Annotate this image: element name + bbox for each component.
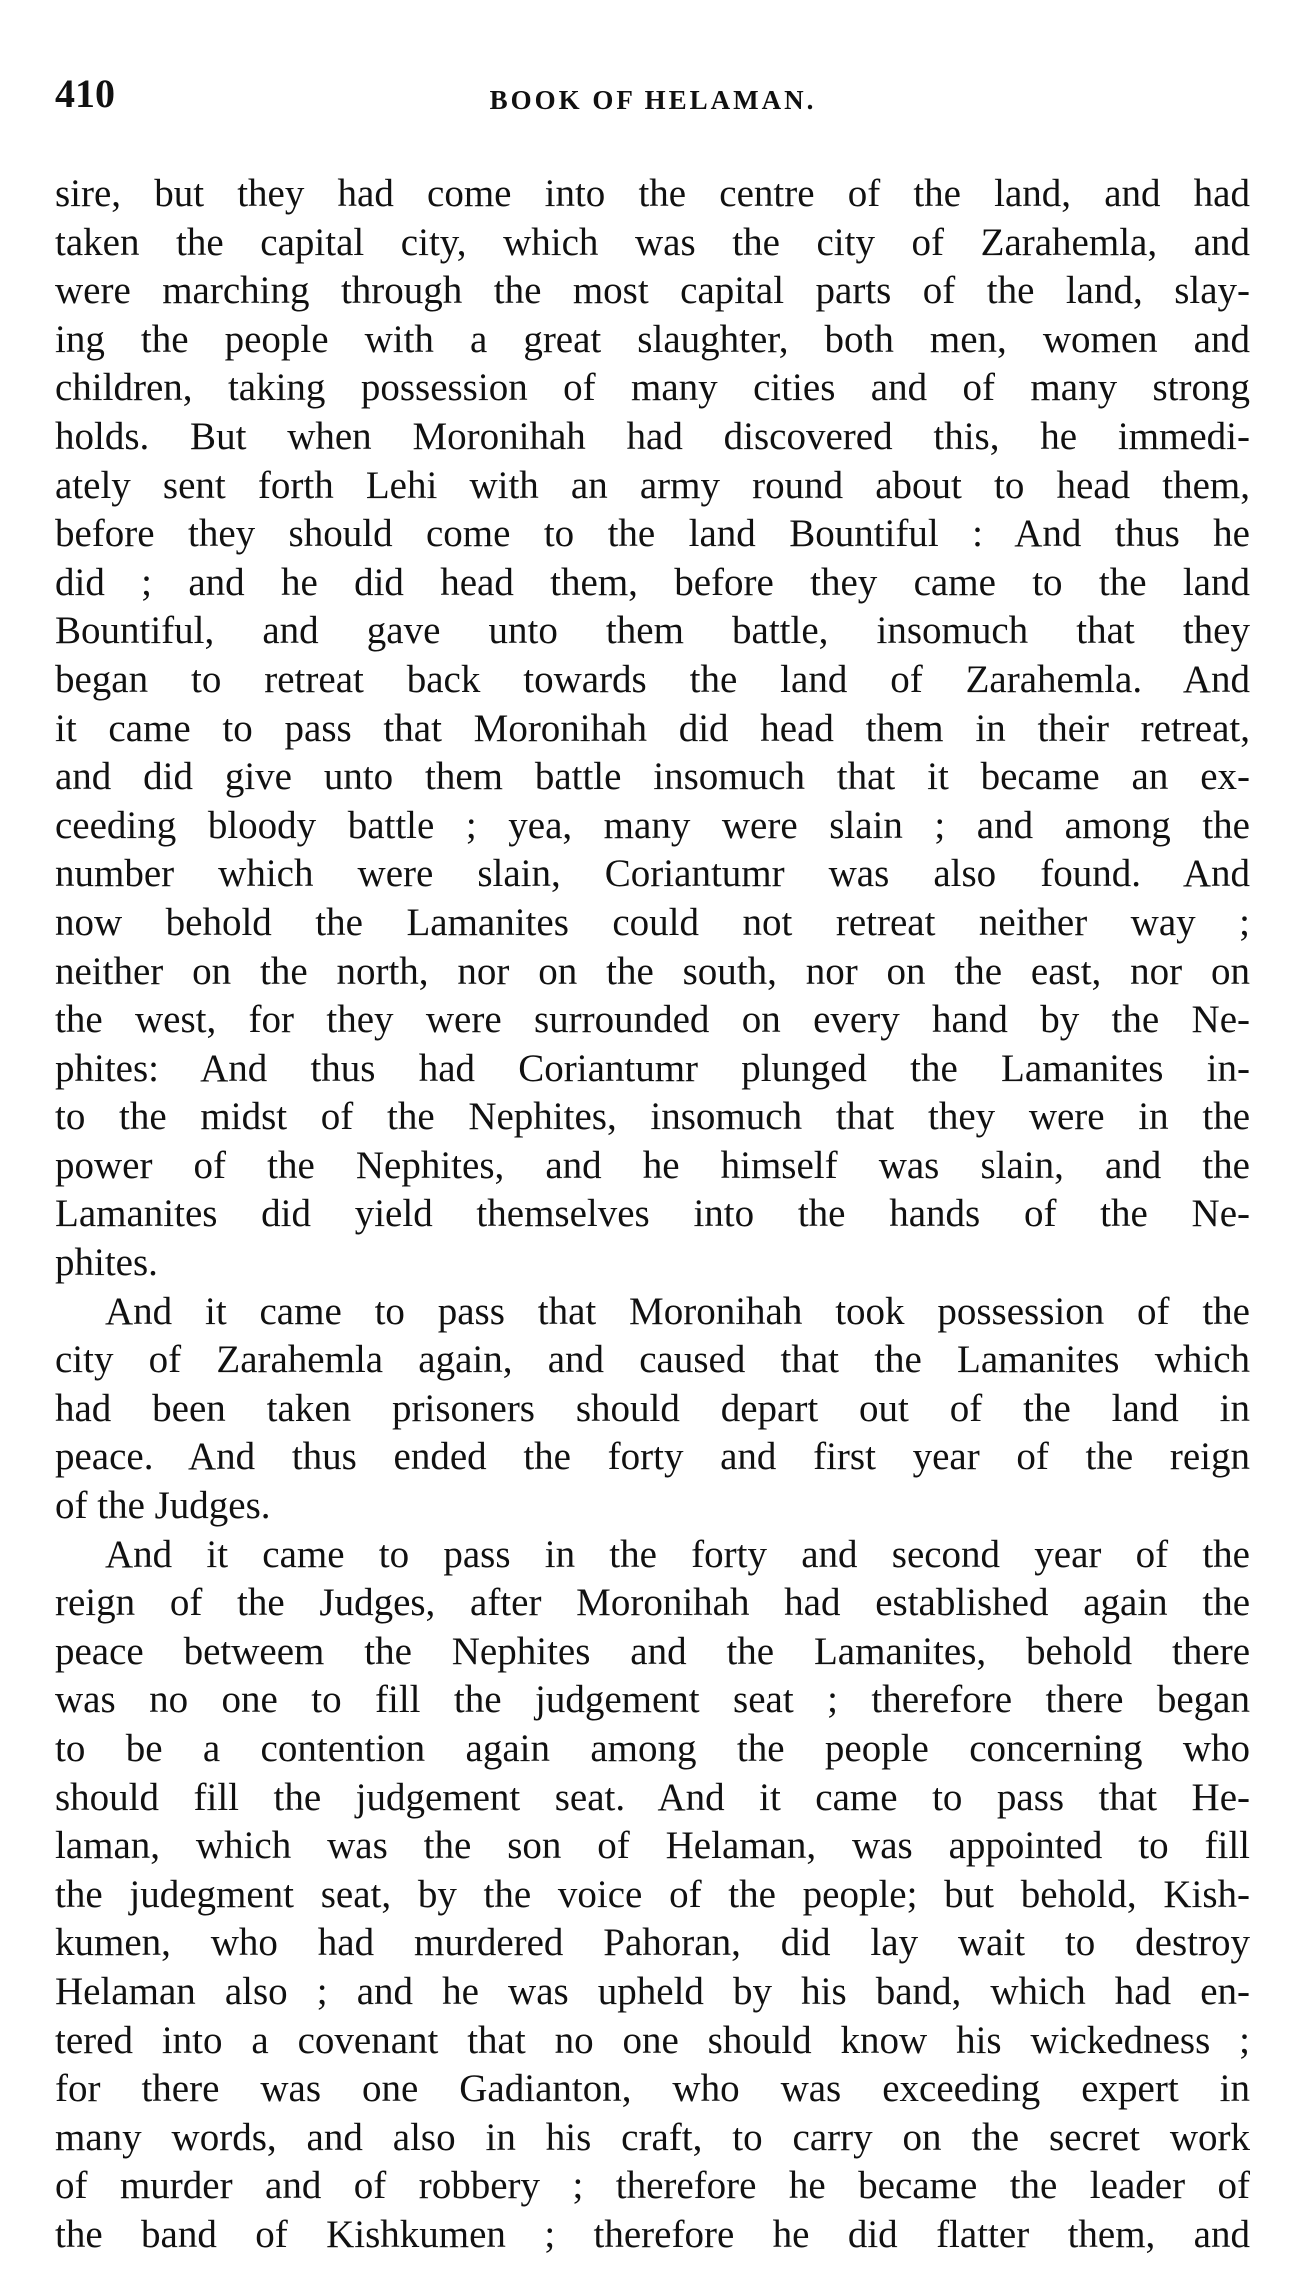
text-line: phites. <box>55 1241 158 1285</box>
text-line: ceeding bloody battle ; yea, many were slain ; and among the <box>55 803 1250 847</box>
body-text <box>55 170 1250 2260</box>
text-line: many words, and also in his craft, to carry on the secret work <box>55 2115 1250 2159</box>
text-line: city of Zarahemla again, and caused that the Lamanites which <box>55 1338 1250 1382</box>
text-line: phites: And thus had Coriantumr plunged the Lamanites in- <box>55 1046 1250 1090</box>
text-line: tered into a covenant that no one should know his wickedness ; <box>55 2018 1250 2062</box>
text-line: holds. But when Moronihah had discovered this, he immedi- <box>55 414 1250 458</box>
text-line: And it came to pass that Moronihah took possession of the <box>105 1289 1250 1333</box>
text-line: Lamanites did yield themselves into the hands of the Ne- <box>55 1192 1250 1236</box>
text-line: it came to pass that Moronihah did head them in their retreat, <box>55 706 1250 750</box>
text-line: neither on the north, nor on the south, nor on the east, nor on <box>55 949 1250 993</box>
text-line: peace. And thus ended the forty and first year of the reign <box>55 1435 1250 1479</box>
text-line: sire, but they had come into the centre of the land, and had <box>55 172 1250 215</box>
text-line: number which were slain, Coriantumr was also found. And <box>55 852 1250 896</box>
text-line: the west, for they were surrounded on every hand by the Ne- <box>55 998 1250 1042</box>
text-line: of murder and of robbery ; therefore he became the leader of <box>55 2164 1250 2208</box>
page-number: 410 <box>55 71 115 116</box>
text-line: before they should come to the land Bountiful : And thus he <box>55 512 1250 556</box>
text-line: for there was one Gadianton, who was exceeding expert in <box>55 2067 1250 2111</box>
text-line: power of the Nephites, and he himself was slain, and the <box>55 1143 1250 1187</box>
text-line: ately sent forth Lehi with an army round about to head them, <box>55 463 1250 507</box>
text-line: to be a contention again among the people concerning who <box>55 1727 1250 1770</box>
text-line: taken the capital city, which was the city of Zarahemla, and <box>55 220 1250 264</box>
text-line: was no one to fill the judgement seat ; therefore there began <box>55 1678 1250 1722</box>
text-line: began to retreat back towards the land of Zarahemla. And <box>55 657 1250 701</box>
text-line: of the Judges. <box>55 1484 271 1528</box>
text-line: the judegment seat, by the voice of the people; but behold, Kish- <box>55 1872 1250 1916</box>
text-line: laman, which was the son of Helaman, was appointed to fill <box>55 1824 1250 1868</box>
text-line: Bountiful, and gave unto them battle, insomuch that they <box>55 609 1250 653</box>
text-line: Helaman also ; and he was upheld by his band, which had en- <box>55 1969 1250 2013</box>
text-line: and did give unto them battle insomuch that it became an ex- <box>55 755 1250 799</box>
text-line: had been taken prisoners should depart out of the land in <box>55 1386 1250 1430</box>
text-line: did ; and he did head them, before they came to the land <box>55 560 1250 604</box>
text-line: peace betweem the Nephites and the Lamanites, behold there <box>55 1629 1250 1673</box>
text-line: kumen, who had murdered Pahoran, did lay wait to destroy <box>55 1921 1250 1965</box>
text-line: the band of Kishkumen ; therefore he did flatter them, and <box>55 2212 1250 2256</box>
running-head: BOOK OF HELAMAN. <box>489 85 817 115</box>
text-line: now behold the Lamanites could not retreat neither way ; <box>55 900 1250 944</box>
text-line: reign of the Judges, after Moronihah had established again the <box>55 1581 1250 1625</box>
text-line: should fill the judgement seat. And it came to pass that He- <box>55 1775 1250 1819</box>
text-line: to the midst of the Nephites, insomuch that they were in the <box>55 1095 1250 1139</box>
text-line: children, taking possession of many cities and of many strong <box>55 366 1250 410</box>
text-line: And it came to pass in the forty and second year of the <box>105 1532 1250 1576</box>
text-line: were marching through the most capital parts of the land, slay- <box>55 269 1250 313</box>
text-line: ing the people with a great slaughter, both men, women and <box>55 317 1250 361</box>
